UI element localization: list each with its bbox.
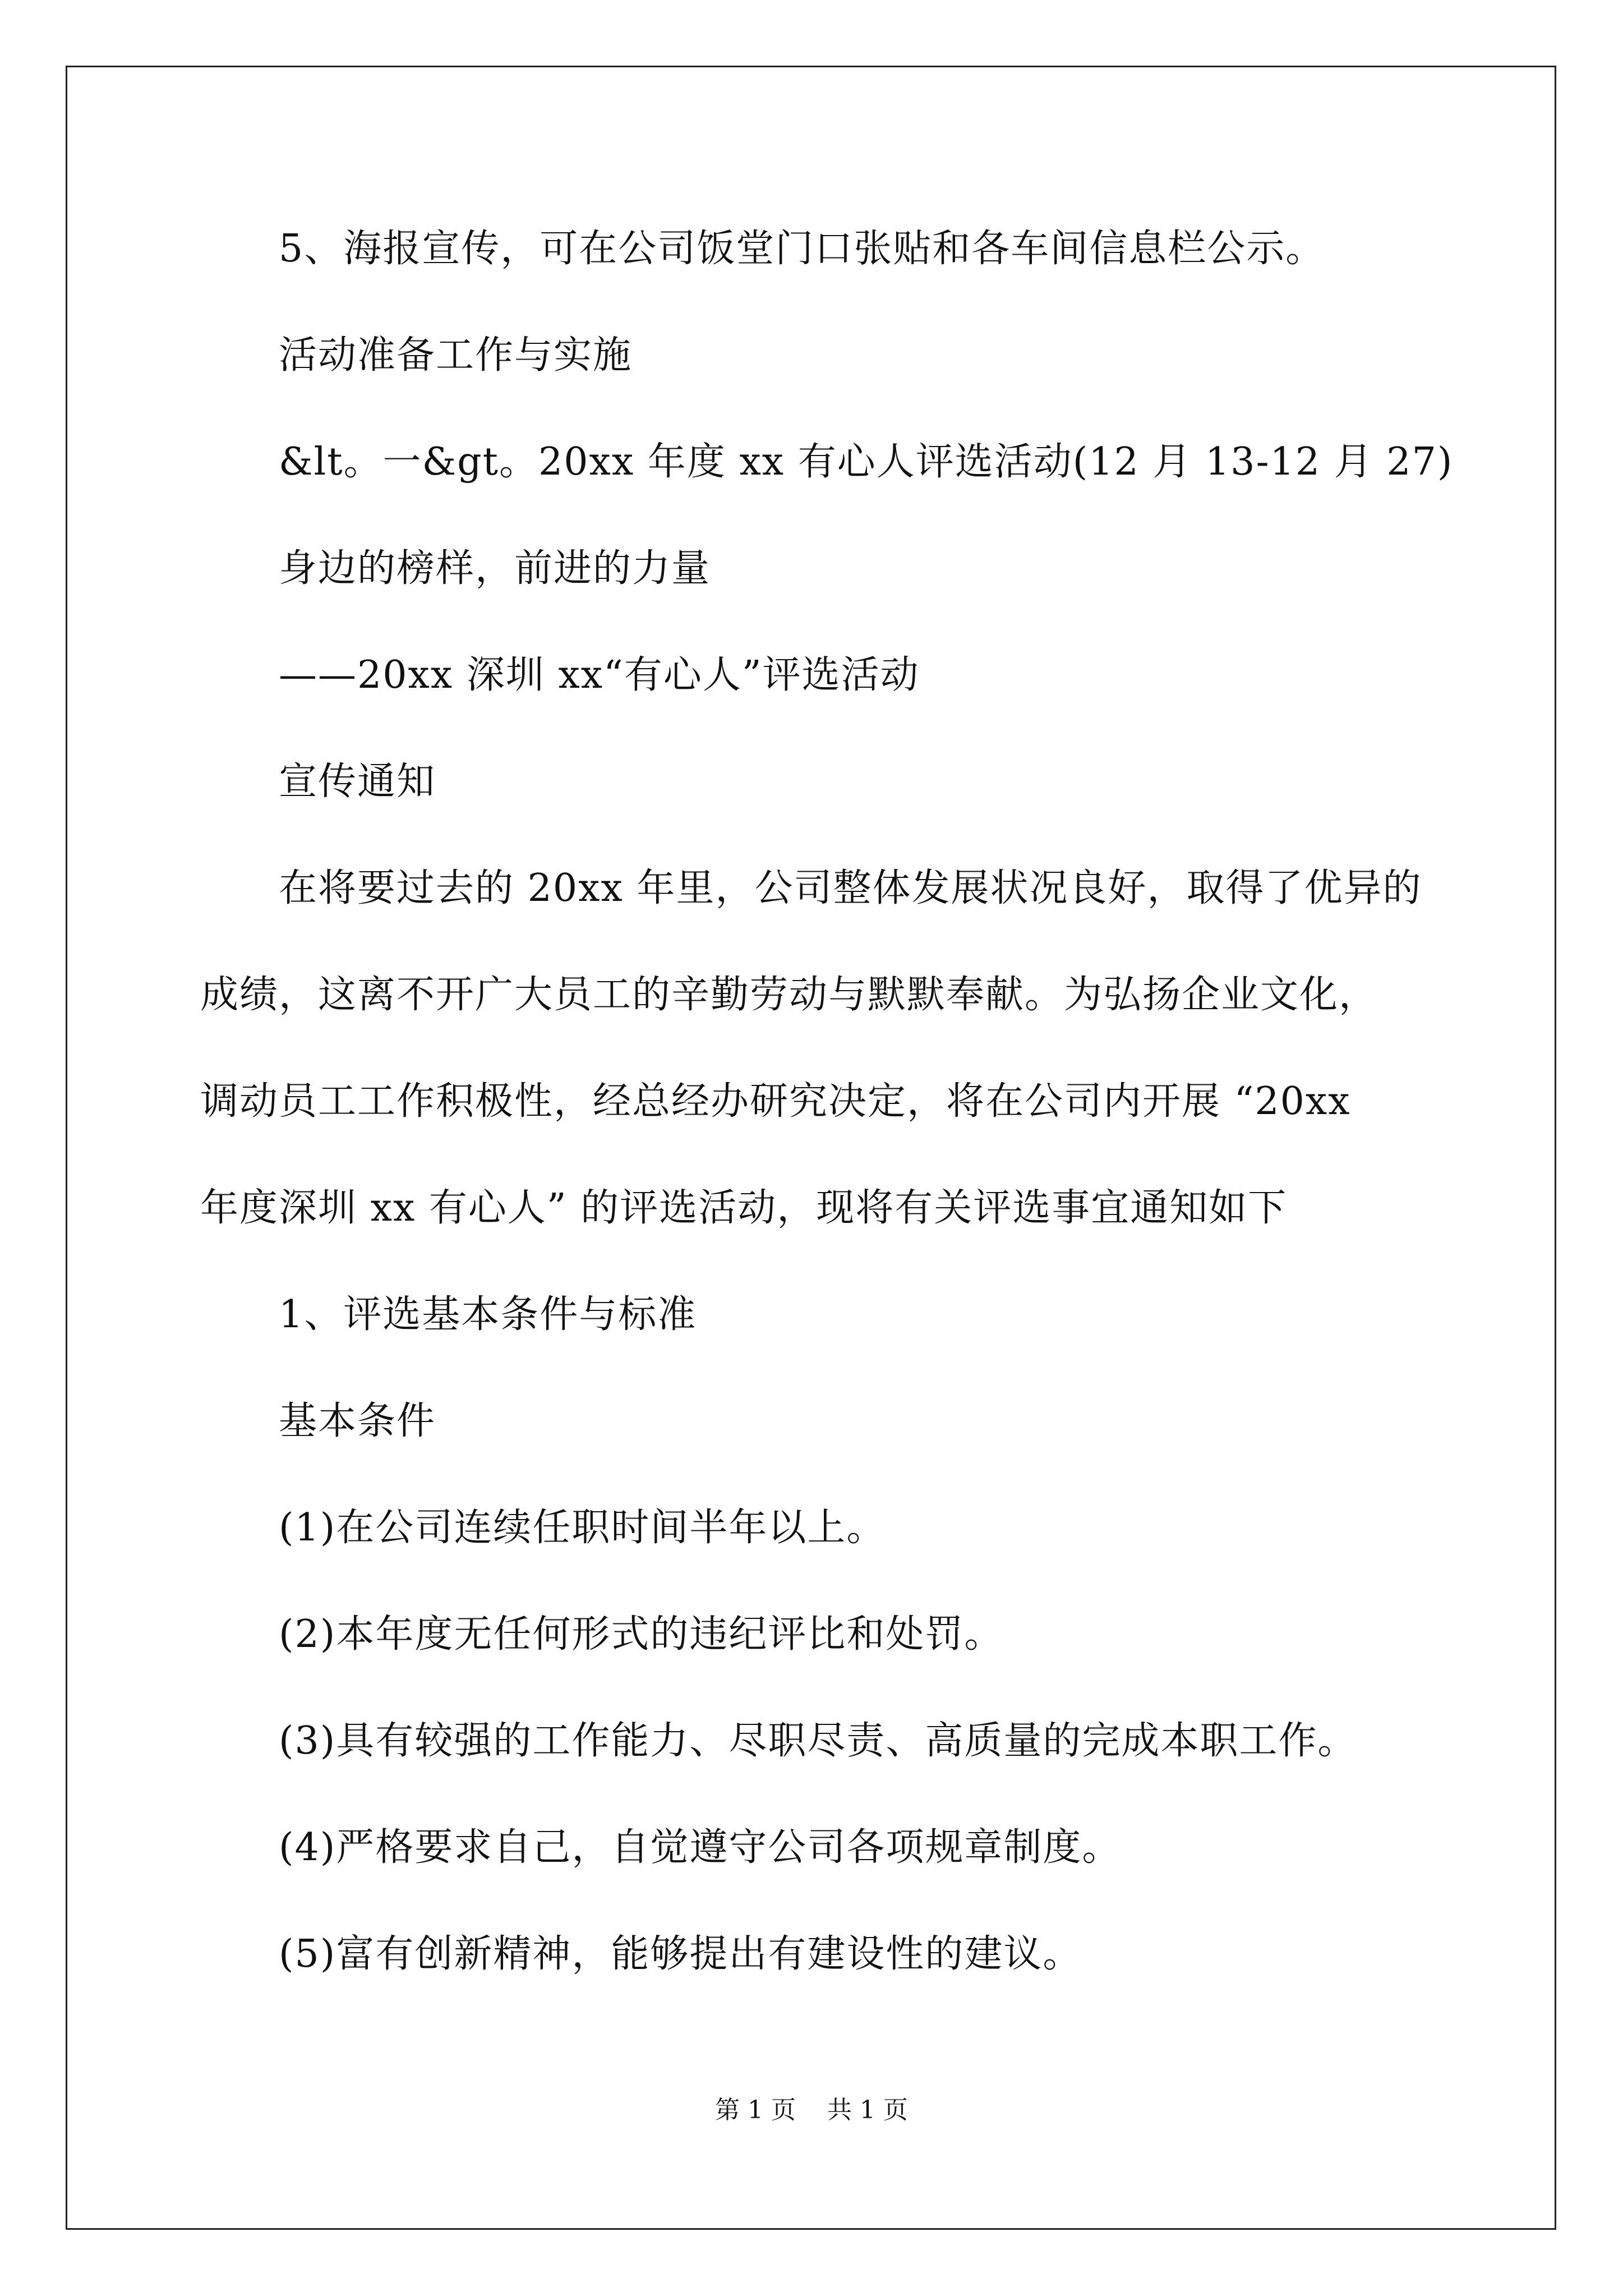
condition-item: (5)富有创新精神，能够提出有建设性的建议。 [279,1932,1082,1976]
page-border [66,66,1556,2230]
paragraph-activity-schedule: &lt。一&gt。20xx 年度 xx 有心人评选活动(12 月 13-12 月 27) [279,440,1454,484]
section-title-criteria: 1、评选基本条件与标准 [279,1292,697,1337]
condition-item: (3)具有较强的工作能力、尽职尽责、高质量的完成本职工作。 [279,1719,1357,1763]
notice-line-2: 成绩，这离不开广大员工的辛勤劳动与默默奉献。为弘扬企业文化， [200,973,1378,1017]
heading-activity-preparation: 活动准备工作与实施 [279,333,633,378]
condition-item: (1)在公司连续任职时间半年以上。 [279,1506,886,1550]
condition-item: (2)本年度无任何形式的违纪评比和处罚。 [279,1612,1004,1657]
heading-publicity-notice: 宣传通知 [279,760,436,804]
notice-line-4: 年度深圳 xx 有心人” 的评选活动，现将有关评选事宜通知如下 [200,1186,1288,1230]
notice-line-3: 调动员工工作积极性，经总经办研究决定，将在公司内开展 “20xx [200,1079,1351,1124]
slogan-line: 身边的榜样，前进的力量 [279,546,711,591]
subsection-title-basic-conditions: 基本条件 [279,1399,436,1443]
paragraph-poster-publicity: 5、海报宣传，可在公司饭堂门口张贴和各车间信息栏公示。 [279,227,1325,271]
condition-item: (4)严格要求自己，自觉遵守公司各项规章制度。 [279,1825,1122,1870]
page-number-footer: 第 1 页 共 1 页 [715,2096,908,2124]
notice-line-1: 在将要过去的 20xx 年里，公司整体发展状况良好，取得了优异的 [279,866,1422,910]
activity-subtitle: ——20xx 深圳 xx“有心人”评选活动 [279,653,920,697]
